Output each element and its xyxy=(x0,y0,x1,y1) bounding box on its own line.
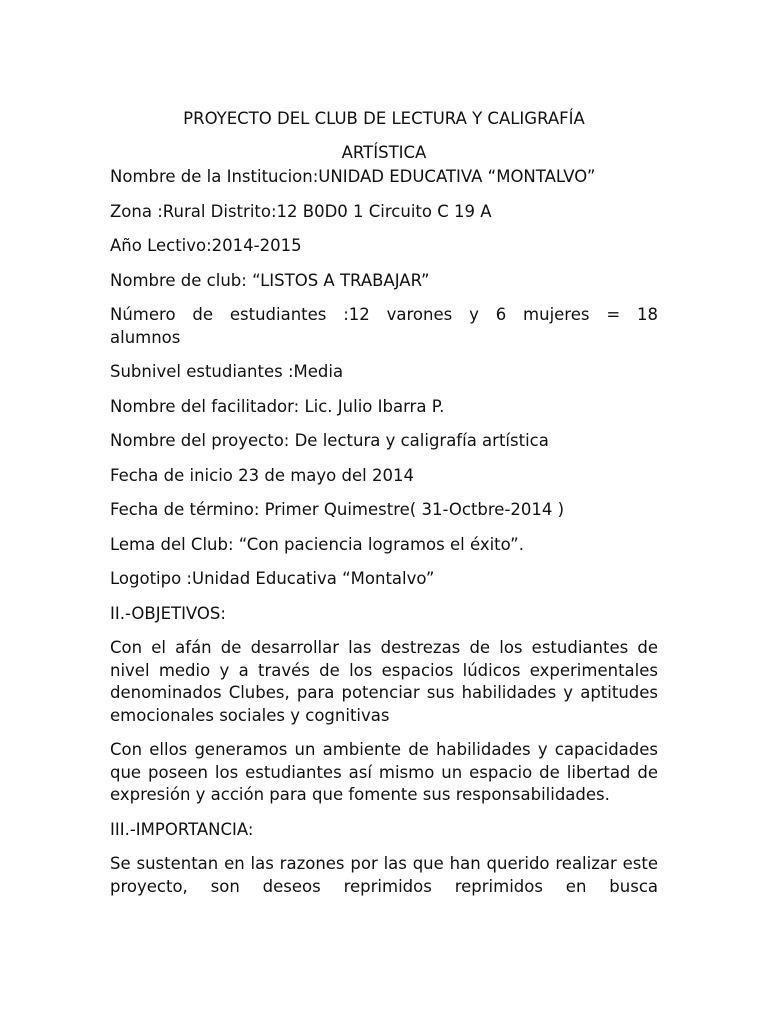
importancia-heading: III.-IMPORTANCIA: xyxy=(110,819,254,839)
document-page xyxy=(110,108,658,898)
field-nombre-proyecto: Nombre del proyecto: De lectura y caligrafía artística xyxy=(110,431,549,450)
field-fecha-termino: Fecha de término: Primer Quimestre( 31-Octbre-2014 ) xyxy=(110,500,565,519)
field-ano-lectivo: Año Lectivo:2014-2015 xyxy=(110,236,302,255)
field-zona: Zona :Rural Distrito:12 B0D0 1 Circuito C 19 A xyxy=(110,201,492,221)
importancia-paragraph-1: Se sustentan en las razones por las que han querido realizar este proyecto, son deseos reprimidos reprimidos en busca xyxy=(110,854,658,896)
field-numero-estudiantes-cont: alumnos xyxy=(110,327,181,347)
objetivos-paragraph-1: Con el afán de desarrollar las destrezas de los estudiantes de nivel medio y a través de los espacios lúdicos experimentales denominados Clubes, para potenciar sus habilidades y aptitudes emocionales sociales y cognitivas xyxy=(110,638,658,725)
field-institucion: Nombre de la Institucion:UNIDAD EDUCATIVA “MONTALVO” xyxy=(110,167,596,186)
document-title-line1: PROYECTO DEL CLUB DE LECTURA Y CALIGRAFÍA xyxy=(183,109,585,128)
field-subnivel: Subnivel estudiantes :Media xyxy=(110,362,344,381)
field-facilitador: Nombre del facilitador: Lic. Julio Ibarra P. xyxy=(110,396,445,416)
objetivos-paragraph-2: Con ellos generamos un ambiente de habilidades y capacidades que poseen los estudiantes así mismo un espacio de libertad de expresión y acción para que fomente sus responsabilidades. xyxy=(110,740,658,804)
field-logotipo: Logotipo :Unidad Educativa “Montalvo” xyxy=(110,569,435,588)
field-nombre-club: Nombre de club: “LISTOS A TRABAJAR” xyxy=(110,270,430,290)
field-lema: Lema del Club: “Con paciencia logramos el éxito”. xyxy=(110,534,524,554)
document-title-line2: ARTÍSTICA xyxy=(341,142,427,162)
objetivos-heading: II.-OBJETIVOS: xyxy=(110,603,226,623)
field-fecha-inicio: Fecha de inicio 23 de mayo del 2014 xyxy=(110,465,414,485)
field-numero-estudiantes: Número de estudiantes :12 varones y 6 mujeres = 18 xyxy=(110,305,658,324)
